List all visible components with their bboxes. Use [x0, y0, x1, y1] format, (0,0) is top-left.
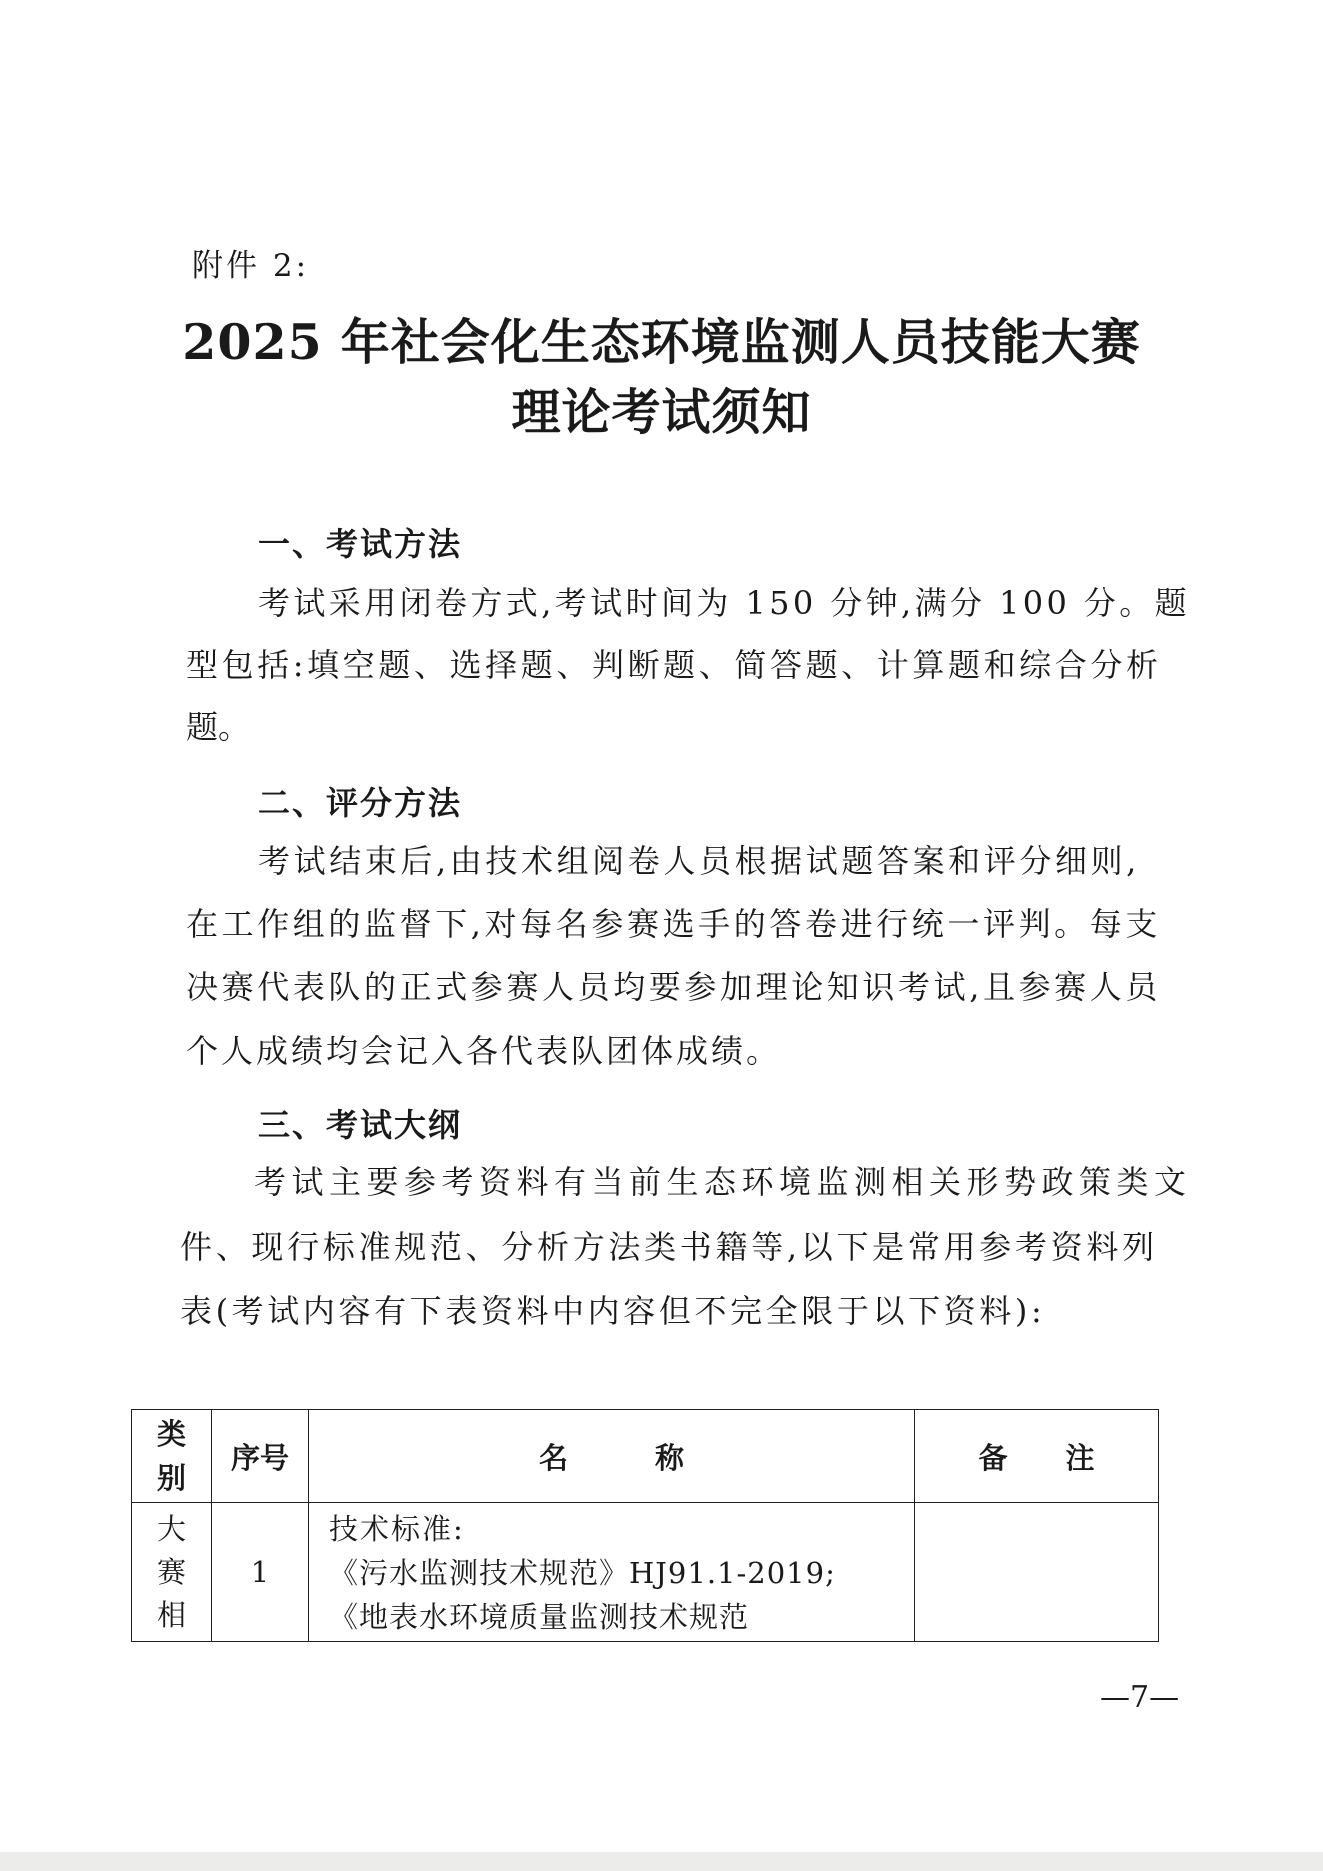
paragraph-line: 表(考试内容有下表资料中内容但不完全限于以下资料):	[180, 1292, 1046, 1330]
paragraph-line: 考试结束后,由技术组阅卷人员根据试题答案和评分细则,	[258, 842, 1140, 880]
name-line: 《地表水环境质量监测技术规范	[329, 1600, 750, 1634]
document-title-line-2: 理论考试须知	[511, 383, 812, 441]
scan-edge	[0, 1852, 1323, 1871]
section-heading-exam-outline: 三、考试大纲	[258, 1106, 463, 1144]
paragraph-line: 考试主要参考资料有当前生态环境监测相关形势政策类文	[254, 1163, 1192, 1201]
name-line: 技术标准:	[329, 1512, 465, 1546]
header-seq: 序号	[212, 1410, 309, 1503]
attachment-label: 附件 2:	[192, 248, 310, 284]
header-category-char: 别	[156, 1461, 186, 1495]
paragraph-line: 型包括:填空题、选择题、判断题、简答题、计算题和综合分析	[186, 646, 1162, 684]
section-heading-scoring-method: 二、评分方法	[258, 784, 463, 822]
table-header-row	[132, 1410, 1159, 1503]
paragraph-line: 在工作组的监督下,对每名参赛选手的答卷进行统一评判。每支	[186, 905, 1161, 943]
paragraph-line: 决赛代表队的正式参赛人员均要参加理论知识考试,且参赛人员	[186, 968, 1161, 1006]
document-title-line-1: 2025 年社会化生态环境监测人员技能大赛	[182, 313, 1141, 371]
paragraph-line: 个人成绩均会记入各代表队团体成绩。	[186, 1032, 782, 1070]
name-line: 《污水监测技术规范》HJ91.1-2019;	[329, 1556, 836, 1590]
cell-category	[132, 1503, 212, 1642]
paragraph-line: 题。	[186, 708, 251, 746]
paragraph-line: 件、现行标准规范、分析方法类书籍等,以下是常用参考资料列	[180, 1228, 1158, 1266]
category-char: 大	[156, 1511, 186, 1546]
cell-seq: 1	[212, 1503, 309, 1642]
category-char: 赛	[156, 1554, 186, 1589]
header-category-char: 类	[156, 1417, 186, 1451]
reference-materials-table	[131, 1409, 1159, 1642]
header-category	[132, 1410, 212, 1503]
category-char: 相	[156, 1597, 186, 1632]
header-remark: 备 注	[915, 1410, 1159, 1503]
section-heading-exam-method: 一、考试方法	[258, 525, 463, 563]
cell-name	[309, 1503, 915, 1642]
page-number: —7—	[1100, 1680, 1180, 1715]
paragraph-line: 考试采用闭卷方式,考试时间为 150 分钟,满分 100 分。题	[258, 584, 1190, 622]
cell-remark	[915, 1503, 1159, 1642]
header-name: 名 称	[309, 1410, 915, 1503]
table-row	[132, 1503, 1159, 1642]
